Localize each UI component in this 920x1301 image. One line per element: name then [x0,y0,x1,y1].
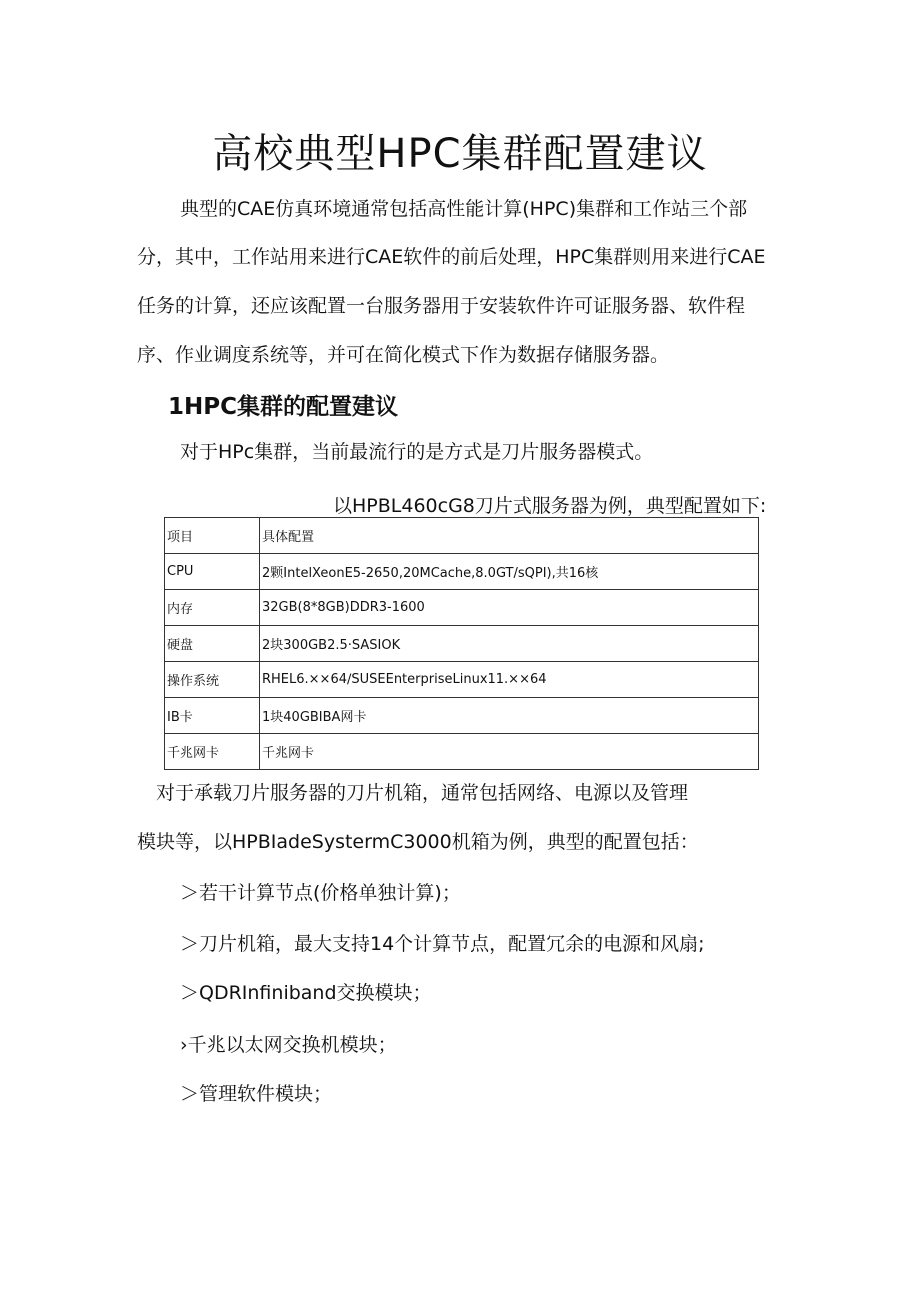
table-caption: 以HPBL460cG8刀片式服务器为例，典型配置如下: [333,495,767,517]
intro-line-2: 分，其中，工作站用来进行CAE软件的前后处理，HPC集群则用来进行CAE [137,246,766,268]
table-cell-label: 内存 [165,590,260,626]
table-header-item: 项目 [165,518,260,554]
chassis-line-1: 对于承载刀片服务器的刀片机箱，通常包括网络、电源以及管理 [156,782,689,804]
bullet-item-4: ›千兆以太网交换机模块； [180,1034,397,1056]
spec-table [164,517,759,770]
bullet-item-1: ＞若干计算节点(价格单独计算)； [180,882,461,904]
intro-line-4: 序、作业调度系统等，并可在简化模式下作为数据存储服务器。 [137,344,670,366]
bullet-item-2: ＞刀片机箱，最大支持14个计算节点，配置冗余的电源和风扇; [180,933,705,955]
table-row [165,626,759,662]
table-cell-label: 操作系统 [165,662,260,698]
intro-line-3: 任务的计算，还应该配置一台服务器用于安装软件许可证服务器、软件程 [137,295,746,317]
table-row [165,662,759,698]
chassis-line-2: 模块等，以HPBIadeSystermC3000机箱为例，典型的配置包括： [137,831,699,853]
intro-line-1: 典型的CAE仿真环境通常包括高性能计算(HPC)集群和工作站三个部 [180,198,748,220]
document-title: 高校典型HPC集群配置建议 [212,131,708,177]
table-cell-value: 千兆网卡 [260,734,759,770]
table-cell-value: RHEL6.××64∕SUSEEnterpriseLinux11.××64 [260,662,759,698]
table-row [165,698,759,734]
table-cell-label: 硬盘 [165,626,260,662]
table-row [165,734,759,770]
bullet-item-5: ＞管理软件模块； [180,1083,333,1105]
table-row [165,590,759,626]
table-cell-label: CPU [165,554,260,590]
table-cell-value: 32GB(8*8GB)DDR3-1600 [260,590,759,626]
table-cell-label: 千兆网卡 [165,734,260,770]
section-paragraph: 对于HPc集群，当前最流行的是方式是刀片服务器模式。 [180,441,654,463]
section-heading: 1HPC集群的配置建议 [168,394,398,420]
table-cell-value: 2块300GB2.5·SASIOK [260,626,759,662]
table-cell-label: IB卡 [165,698,260,734]
table-row [165,554,759,590]
bullet-item-3: ＞QDRInfiniband交换模块； [180,982,432,1004]
table-cell-value: 1块40GBIBA网卡 [260,698,759,734]
table-cell-value: 2颗IntelXeonE5-2650,20MCache,8.0GT/sQPI),共16核 [260,554,759,590]
table-row [165,518,759,554]
table-header-config: 具体配置 [260,518,759,554]
